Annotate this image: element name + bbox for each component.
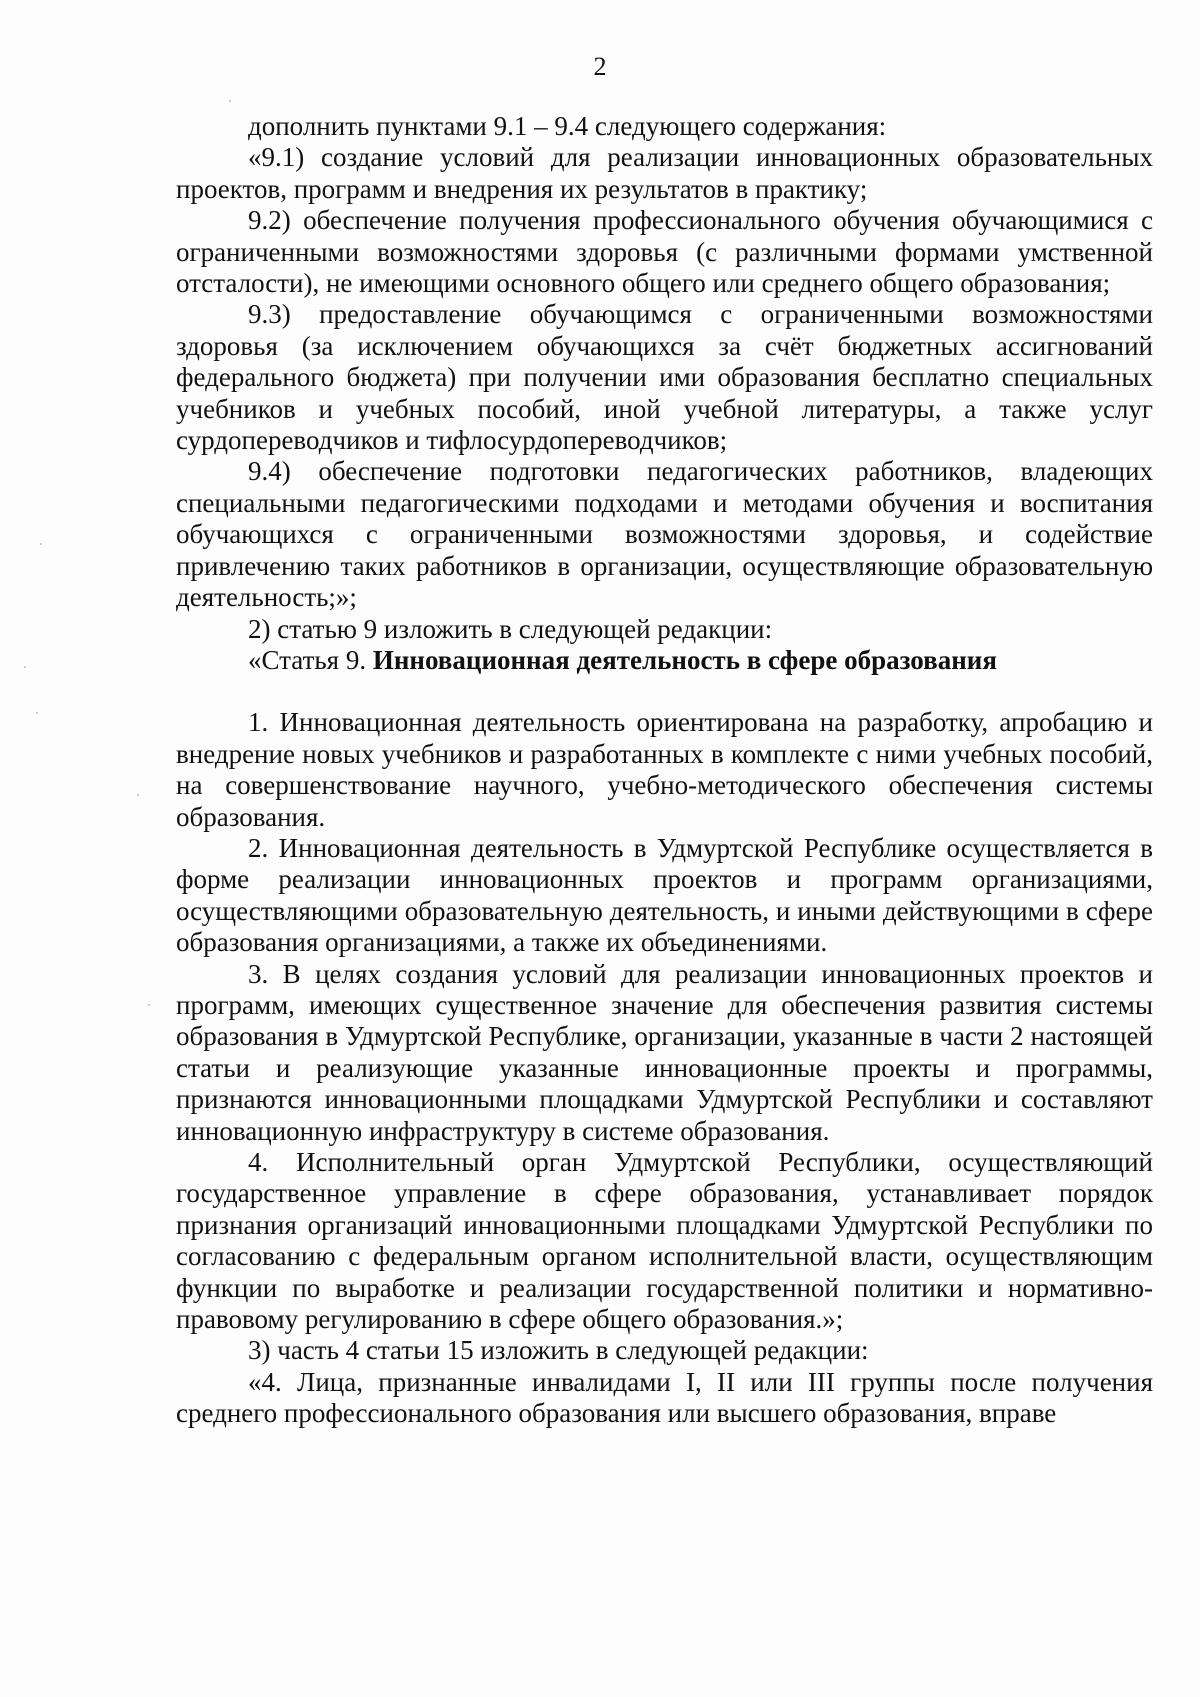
article-paragraph-1: 1. Инновационная деятельность ориентирована на разработку, апробацию и внедрение новых учебников и разработанных в комплекте с ними учебных пособий, на совершенствование научного, учебно-методического обеспечения системы образования.: [176, 707, 1153, 832]
scan-speck: [36, 712, 38, 714]
paragraph-9-4: 9.4) обеспечение подготовки педагогических работников, владеющих специальными педагогическими подходами и методами обучения и воспитания обучающихся с ограниченными возможностями здоровья, и содействие привлечению таких работников в организации, осуществляющие образовательную деятельность;»;: [176, 456, 1153, 613]
scan-speck: [24, 666, 26, 668]
document-body: [176, 111, 1153, 1430]
blank-line: [176, 676, 1153, 707]
article-heading: [176, 645, 1153, 676]
paragraph-9-2: 9.2) обеспечение получения профессионального обучения обучающимися с ограниченными возможностями здоровья (с различными формами умственной отсталости), не имеющими основного общего или среднего общего образования;: [176, 205, 1153, 299]
page-number: 2: [593, 52, 607, 81]
article-paragraph-4: 4. Исполнительный орган Удмуртской Республики, осуществляющий государственное управление в сфере образования, устанавливает порядок признания организаций инновационными площадками Удмуртской Республики по согласованию с федеральным органом исполнительной власти, осуществляющим функции по выработке и реализации государственной политики и нормативно-правовому регулированию в сфере общего образования.»;: [176, 1147, 1153, 1335]
paragraph-intro: дополнить пунктами 9.1 – 9.4 следующего содержания:: [248, 111, 887, 141]
paragraph-amend-article-15: 3) часть 4 статьи 15 изложить в следующей редакции:: [248, 1335, 869, 1366]
scan-speck: [229, 100, 231, 102]
article-paragraph-2: 2. Инновационная деятельность в Удмуртской Республике осуществляется в форме реализации инновационных проектов и программ организациями, осуществляющими образовательную деятельность, и иными действующими в сфере образования организациями, а также их объединениями.: [176, 832, 1153, 958]
paragraph-article-15-part-4: «4. Лица, признанные инвалидами I, II или III группы после получения среднего профессионального образования или высшего образования, вправе: [176, 1366, 1153, 1429]
paragraph-9-1: «9.1) создание условий для реализации инновационных образовательных проектов, программ и внедрения их результатов в практику;: [176, 142, 1153, 204]
paragraph-amend-article-9: 2) статью 9 изложить в следующей редакции:: [248, 613, 773, 644]
scan-speck: [148, 1004, 150, 1006]
article-heading-title: Инновационная деятельность в сфере образования: [372, 644, 997, 675]
paragraph-9-3: 9.3) предоставление обучающимся с ограниченными возможностями здоровья (за исключением обучающихся за счёт бюджетных ассигнований федерального бюджета) при получении ими образования бесплатно специальных учебников и учебных пособий, иной учебной литературы, а также услуг сурдопереводчиков и тифлосурдопереводчиков;: [176, 299, 1153, 456]
article-heading-prefix: «Статья 9.: [248, 644, 373, 675]
scan-speck: [40, 543, 42, 545]
scan-speck: [137, 794, 139, 796]
article-paragraph-3: 3. В целях создания условий для реализации инновационных проектов и программ, имеющих существенное значение для обеспечения развития системы образования в Удмуртской Республике, организации, указанные в части 2 настоящей статьи и реализующие указанные инновационные проекты и программы, признаются инновационными площадками Удмуртской Республики и составляют инновационную инфраструктуру в системе образования.: [176, 958, 1153, 1146]
